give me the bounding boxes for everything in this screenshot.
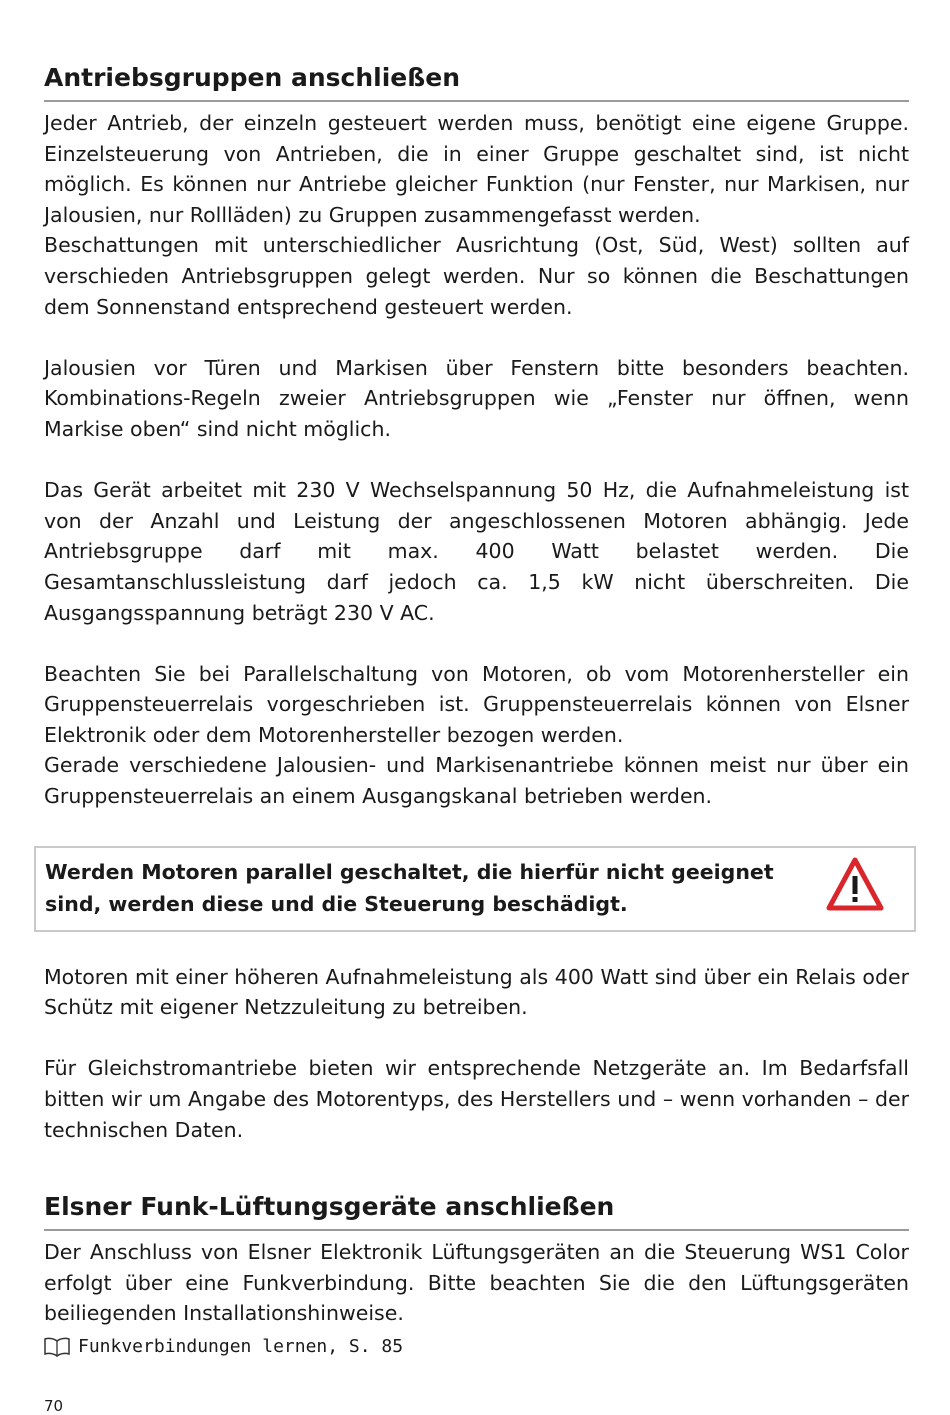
paragraph: Beachten Sie bei Parallelschaltung von Motoren, ob vom Motorenhersteller ein Gruppensteuerrelais vorgeschrieben ist. Gruppensteuerrelais können von Elsner Elektronik oder dem Motorenhersteller bezogen werden.: [44, 661, 909, 747]
section-title-antriebsgruppen: Antriebsgruppen anschließen: [44, 58, 909, 102]
paragraph: Der Anschluss von Elsner Elektronik Lüftungsgeräten an die Steuerung WS1 Color erfolgt über eine Funkverbindung. Bitte beachten Sie die den Lüftungsgeräten beiliegenden Installationshinweise.: [44, 1240, 909, 1326]
section-title-funk-lueftung: Elsner Funk-Lüftungsgeräte anschließen: [44, 1187, 909, 1231]
paragraph: Beschattungen mit unterschiedlicher Ausrichtung (Ost, Süd, West) sollten auf verschieden Antriebsgruppen gelegt werden. Nur so können die Beschattungen dem Sonnenstand entsprechend gesteuert werden.: [44, 233, 909, 319]
cross-reference[interactable]: [44, 1333, 909, 1361]
paragraph: Motoren mit einer höheren Aufnahmeleistung als 400 Watt sind über ein Relais oder Schütz mit eigener Netzzuleitung zu betreiben.: [44, 964, 909, 1020]
warning-text: Werden Motoren parallel geschaltet, die hierfür nicht geeignet sind, werden diese und die Steuerung beschädigt.: [45, 859, 774, 916]
paragraph: Jalousien vor Türen und Markisen über Fenstern bitte besonders beachten. Kombinations-Regeln zweier Antriebsgruppen wie „Fenster nur öffnen, wenn Markise oben“ sind nicht möglich.: [44, 355, 909, 441]
paragraph: Für Gleichstromantriebe bieten wir entsprechende Netzgeräte an. Im Bedarfsfall bitten wir um Angabe des Motorentyps, des Herstellers und – wenn vorhanden – der technischen Daten.: [44, 1056, 909, 1142]
warning-box: [34, 846, 916, 932]
paragraph: Das Gerät arbeitet mit 230 V Wechselspannung 50 Hz, die Aufnahmeleistung ist von der Anzahl und Leistung der angeschlossenen Motoren abhängig. Jede Antriebsgruppe darf mit max. 400 Watt belastet werden. Die Gesamtanschlussleistung darf jedoch ca. 1,5 kW nicht überschreiten. Die Ausgangsspannung beträgt 230 V AC.: [44, 478, 909, 625]
paragraph: Gerade verschiedene Jalousien- und Markisenantriebe können meist nur über ein Gruppensteuerrelais an einem Ausgangskanal betrieben werden.: [44, 753, 909, 809]
page-number: 70: [44, 1397, 64, 1415]
page-content: [44, 58, 909, 1361]
paragraph: Jeder Antrieb, der einzeln gesteuert werden muss, benötigt eine eigene Gruppe. Einzelsteuerung von Antrieben, die in einer Gruppe geschaltet sind, ist nicht möglich. Es können nur Antriebe gleicher Funktion (nur Fenster, nur Markisen, nur Jalousien, nur Rollläden) zu Gruppen zusammengefasst werden.: [44, 111, 909, 227]
warning-triangle-icon: [826, 856, 884, 914]
reference-text: Funkverbindungen lernen, S. 85: [78, 1336, 404, 1357]
book-icon: [44, 1337, 70, 1357]
